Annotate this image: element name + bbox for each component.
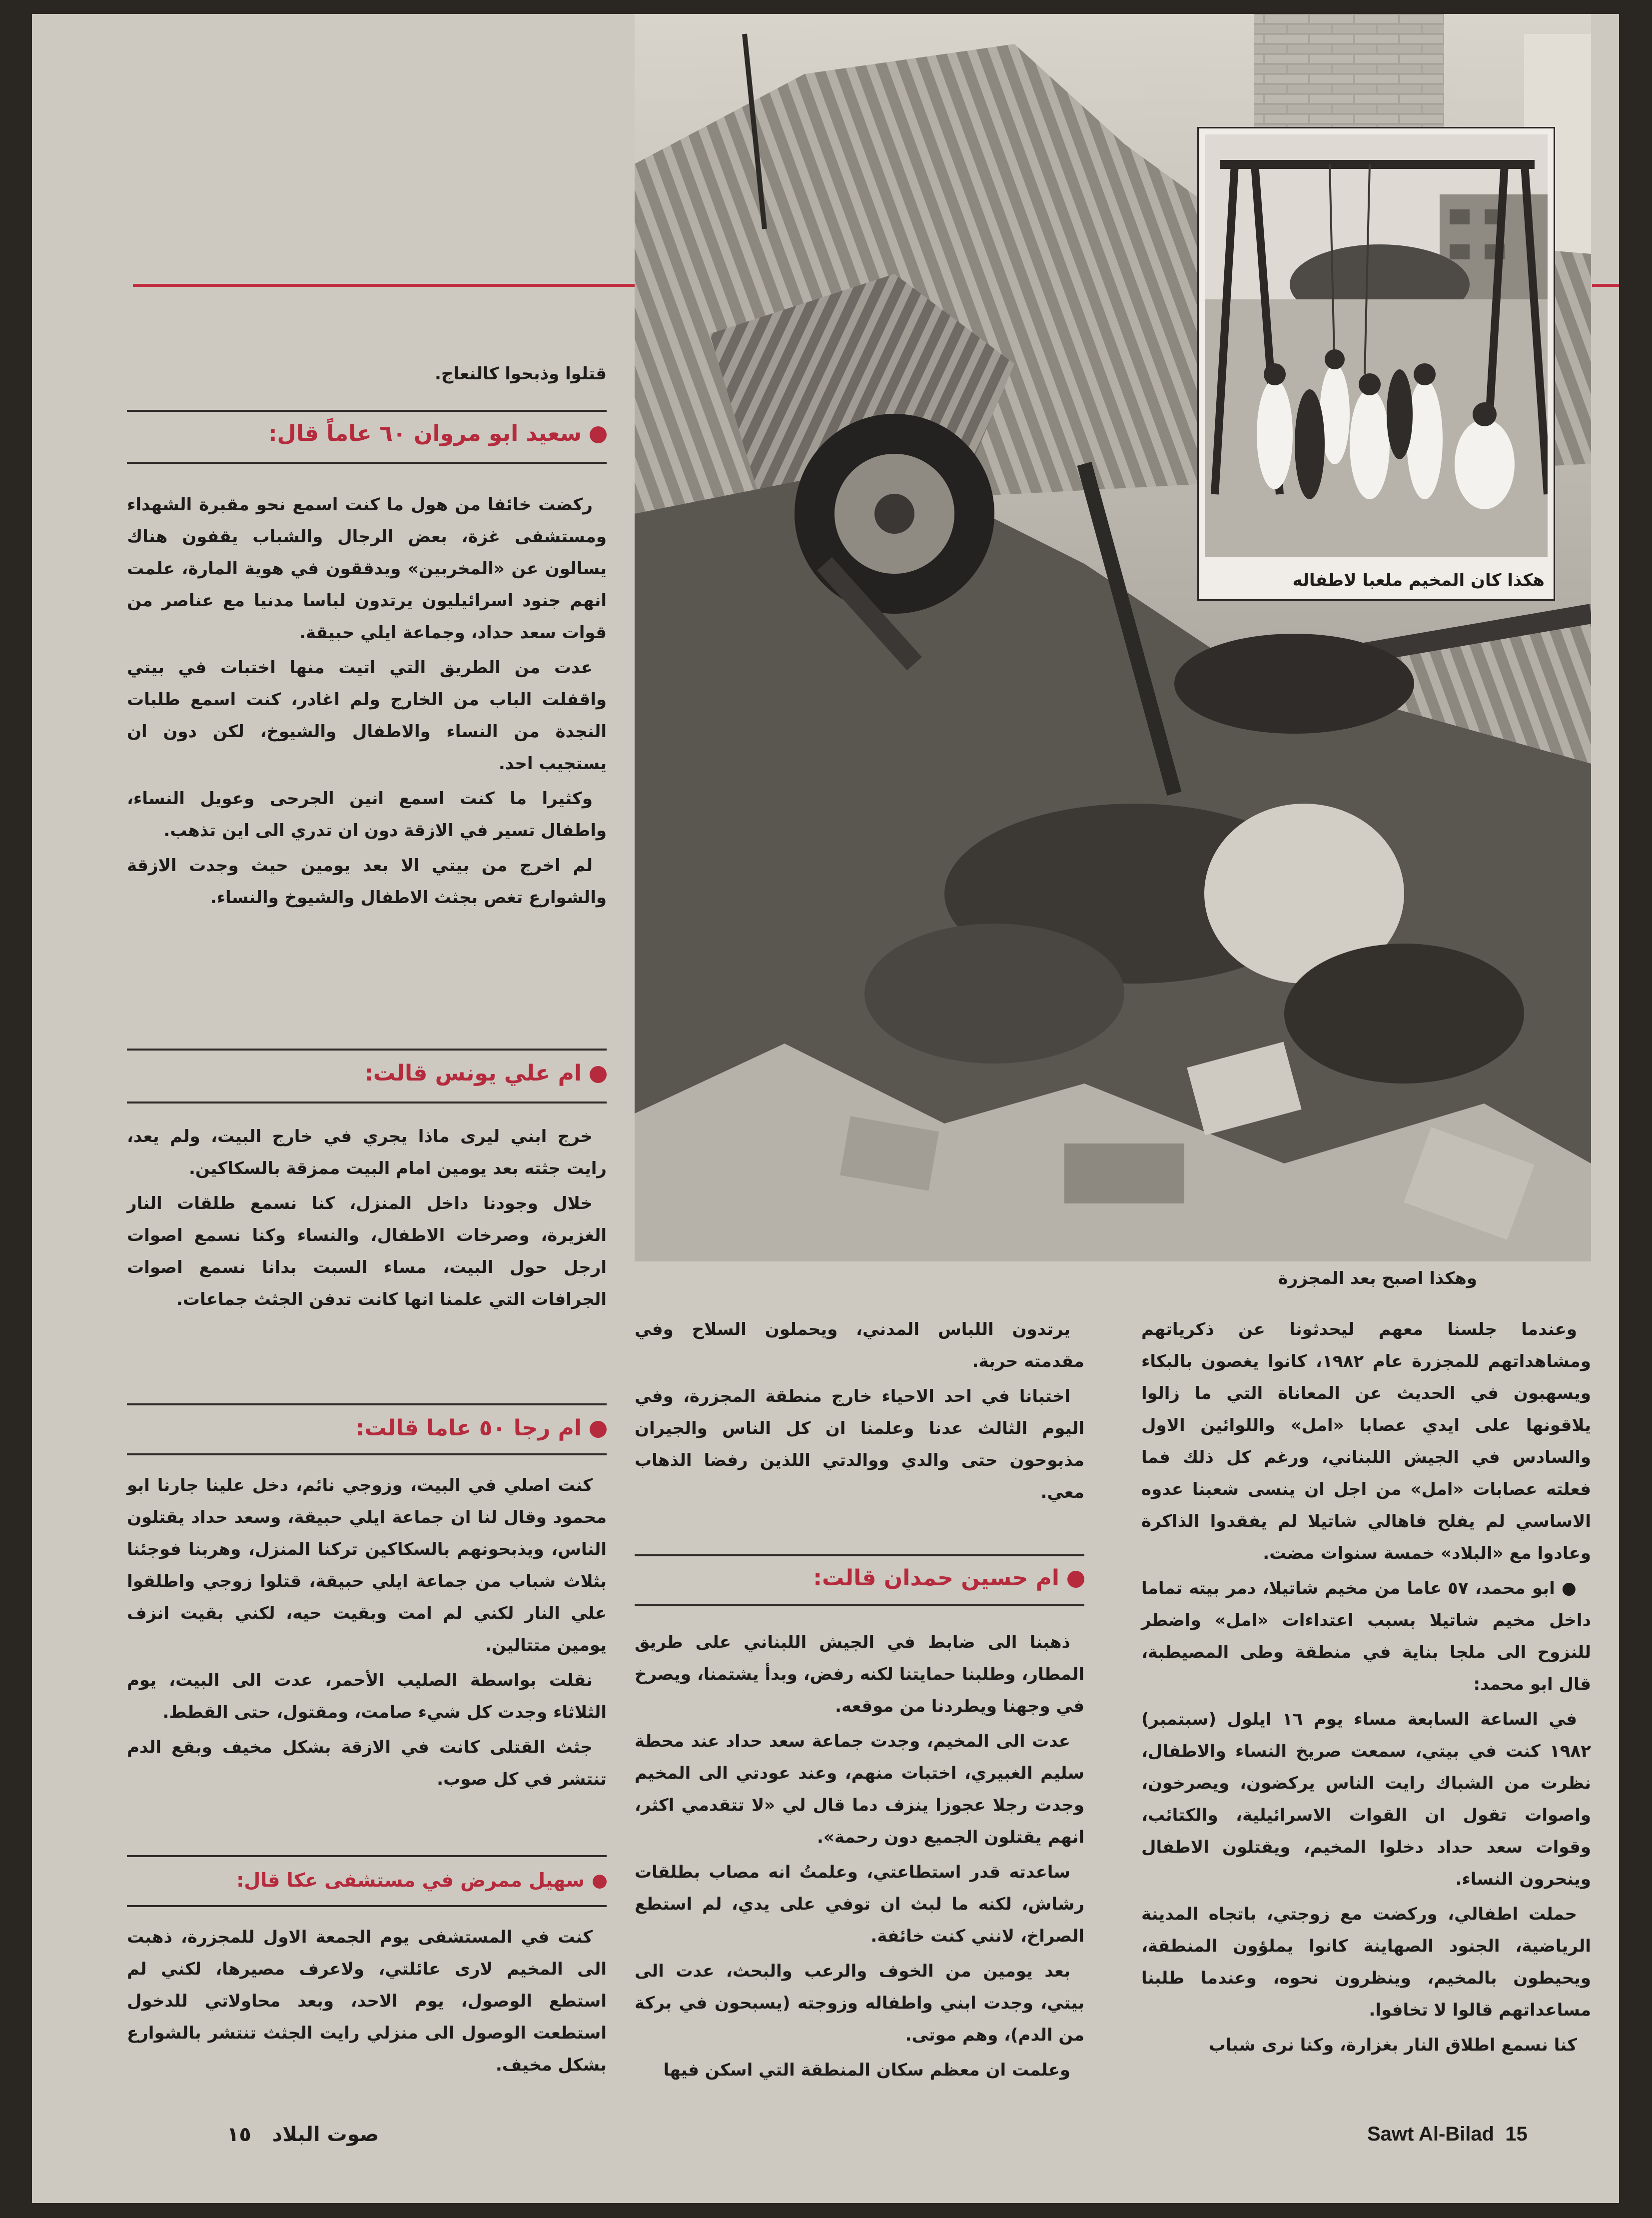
footer-latin-title: Sawt Al-Bilad — [1367, 2123, 1495, 2145]
footer-magazine-arabic — [227, 2123, 379, 2146]
heading-text: ام حسين حمدان قالت: — [813, 1565, 1059, 1591]
section-4-body — [127, 1921, 607, 2084]
bullet-icon — [1067, 1571, 1084, 1588]
top-red-rule-right — [1592, 284, 1619, 287]
section-3-body — [127, 1469, 607, 1798]
rule-4 — [127, 1102, 607, 1104]
section-heading-3 — [127, 1413, 607, 1443]
paragraph: ركضت خائفا من هول ما كنت اسمع نحو مقبرة الشهداء ومستشفى غزة، بعض الرجال والشباب يقفون هناك يسالون عن «المخربين» ويدققون في هوية المارة، علمت انهم جنود اسرائيليون يرتدون لباسا مدنيا مع عناصر من قوات سعد حداد، وجماعة ايلي حبيقة. — [127, 495, 607, 643]
rule-8 — [127, 1905, 607, 1907]
inset-photo-caption: هكذا كان المخيم ملعبا لاطفاله — [1292, 570, 1545, 590]
section-heading-1 — [127, 419, 607, 449]
footer-arabic-page: ١٥ — [227, 2123, 251, 2146]
playground-image — [1205, 134, 1548, 557]
bullet-icon — [590, 1421, 607, 1438]
bullet-icon — [593, 1875, 607, 1889]
paragraph: خلال وجودنا داخل المنزل، كنا نسمع طلقات النار الغزيرة، وصرخات الاطفال، والنساء وكنا نسمع اصوات ارجل حول البيت، مساء السبت بدانا نسمع اصوات الجرافات التي علمنا انها كانت تدفن الجثث جماعات. — [127, 1193, 607, 1309]
magazine-page — [32, 14, 1619, 2203]
section-heading-5 — [635, 1563, 1084, 1593]
main-photo-caption: وهكذا اصبح بعد المجزرة — [1278, 1268, 1477, 1288]
paragraph: وكثيرا ما كنت اسمع انين الجرحى وعويل النساء، واطفال تسير في الازقة دون ان تدري الى اين تذهب. — [127, 789, 607, 841]
paragraph: خرج ابني ليرى ماذا يجري في خارج البيت، ولم يعد، رايت جثته بعد يومين امام البيت ممزقة بالسكاكين. — [127, 1126, 607, 1178]
middle-column-top — [635, 1313, 1084, 1511]
rule-5 — [127, 1403, 607, 1405]
paragraph: كنت اصلي في البيت، وزوجي نائم، دخل علينا جارنا ابو محمود وقال لنا ان جماعة ايلي حبيقة، وسعد حداد يقتلون الناس، ويذبحونهم بالسكاكين تركنا المنزل، وهربنا فوجئنا بثلاث شباب من جماعة ايلي حبيقة، قتلوا زوجي واطلقوا علي النار لكني لم امت وبقيت حيه، لكني بقيت انزف يومين متتالين. — [127, 1475, 607, 1655]
footer-latin-page: 15 — [1505, 2123, 1528, 2145]
paragraph: يرتدون اللباس المدني، ويحملون السلاح وفي مقدمته حربة. — [635, 1319, 1084, 1371]
top-red-rule-left — [133, 284, 663, 287]
section-2-body — [127, 1120, 607, 1318]
section-1-body — [127, 489, 607, 917]
paragraph: وعلمت ان معظم سكان المنطقة التي اسكن فيها — [663, 2060, 1070, 2080]
heading-text: ام رجا ٥٠ عاما قالت: — [355, 1415, 582, 1441]
section-heading-2 — [127, 1059, 607, 1089]
paragraph: جثث القتلى كانت في الازقة بشكل مخيف وبقع الدم تنتشر في كل صوب. — [127, 1737, 607, 1789]
paragraph: كنا نسمع اطلاق النار بغزارة، وكنا نرى شباب — [1208, 2035, 1577, 2055]
rule-10 — [635, 1604, 1084, 1606]
paragraph: عدت الى المخيم، وجدت جماعة سعد حداد عند محطة سليم الغبيري، اختبات منهم، وعند عودتي الى المخيم وجدت رجلا عجوزا ينزف دما قال لي «لا تتقدمي اكثر، انهم يقتلون الجميع دون رحمة». — [635, 1731, 1084, 1847]
paragraph: لم اخرج من بيتي الا بعد يومين حيث وجدت الازقة والشوارع تغص بجثث الاطفال والشيوخ والنساء. — [127, 856, 607, 908]
bullet-icon — [590, 426, 607, 443]
intro-line: قتلوا وذبحوا كالنعاج. — [434, 364, 607, 384]
paragraph: وعندما جلسنا معهم ليحدثونا عن ذكرياتهم ومشاهداتهم للمجزرة عام ١٩٨٢، كانوا يغصون بالبكاء ويسهبون في الحديث عن المعاناة التي ما زالوا يلاقونها على ايدي عصابا «امل» واللوائين الاول والسادس في الجيش اللبناني، ورغم كل ذلك فما فعلته عصابات «امل» من اجل ان ينسى شعبنا عدوه الاساسي لم يفلح فاهالي شاتيلا لم يفقدوا الذاكرة وعادوا مع «البلاد» خمسة سنوات مضت. — [1141, 1319, 1591, 1563]
paragraph: في الساعة السابعة مساء يوم ١٦ ايلول (سبتمبر) ١٩٨٢ كنت في بيتي، سمعت صريخ النساء والاطفال، نظرت من الشباك رايت الناس يركضون، ويصرخون، واصوات تقول ان القوات الاسرائيلية، والكتائب، وقوات سعد حداد دخلوا المخيم، ويقتلون الاطفال وينحرون النساء. — [1141, 1709, 1591, 1889]
bullet-icon — [590, 1066, 607, 1083]
inset-photo-frame — [1197, 127, 1555, 601]
middle-column-body — [635, 1626, 1084, 2089]
paragraph: ● ابو محمد، ٥٧ عاما من مخيم شاتيلا، دمر بيته تماما داخل مخيم شاتيلا بسبب اعتداءات «امل» واضطر للنزوح الى ملجا بناية في منطقة وطى المصيطبة، قال ابو محمد: — [1141, 1578, 1591, 1694]
paragraph: ذهبنا الى ضابط في الجيش اللبناني على طريق المطار، وطلبنا حمايتنا لكنه رفض، وبدأ يشتمنا، ويصرخ في وجهنا ويطردنا من موقعه. — [635, 1632, 1084, 1716]
heading-text: سهيل ممرض في مستشفى عكا قال: — [236, 1869, 585, 1891]
rule-3 — [127, 1049, 607, 1051]
paragraph: بعد يومين من الخوف والرعب والبحث، عدت الى بيتي، وجدت ابني واطفاله وزوجته (يسبحون في بركة من الدم)، وهم موتى. — [635, 1961, 1084, 2045]
footer-magazine-latin — [1367, 2123, 1528, 2146]
rule-7 — [127, 1855, 607, 1857]
heading-text: سعيد ابو مروان ٦٠ عاماً قال: — [268, 421, 582, 446]
rule-1 — [127, 410, 607, 412]
footer-arabic-title: صوت البلاد — [272, 2123, 379, 2146]
right-column-body — [1141, 1313, 1591, 2064]
section-heading-4 — [127, 1865, 607, 1895]
rule-9 — [635, 1554, 1084, 1556]
paragraph: كنت في المستشفى يوم الجمعة الاول للمجزرة، ذهبت الى المخيم لارى عائلتي، ولاعرف مصيرها، لكني لم استطع الوصول، يوم الاحد، وبعد محاولاتي للدخول استطعت الوصول الى منزلي رايت الجثث تنتشر بالشوارع بشكل مخيف. — [127, 1927, 607, 2075]
heading-text: ام علي يونس قالت: — [364, 1061, 582, 1086]
paragraph: حملت اطفالي، وركضت مع زوجتي، باتجاه المدينة الرياضية، الجنود الصهاينة كانوا يملؤون المنطقة، ويحيطون بالمخيم، وينظرون نحوه، وعندما طلبنا مساعداتهم قالوا لا تخافوا. — [1141, 1904, 1591, 2020]
paragraph: ساعدته قدر استطاعتي، وعلمتُ انه مصاب بطلقات رشاش، لكنه ما لبث ان توفي على يدي، لم استطع الصراخ، لانني كنت خائفة. — [635, 1862, 1084, 1946]
rule-2 — [127, 462, 607, 464]
rule-6 — [127, 1453, 607, 1455]
paragraph: عدت من الطريق التي اتيت منها اختبات في بيتي واقفلت الباب من الخارج ولم اغادر، كنت اسمع طلبات النجدة من النساء والاطفال والشيوخ، لكن دون ان يستجيب احد. — [127, 658, 607, 774]
paragraph: اختبانا في احد الاحياء خارج منطقة المجزرة، وفي اليوم الثالث عدنا وعلمنا ان كل الناس والجيران مذبوحون حتى والدي ووالدتي اللذين رفضا الذهاب معي. — [635, 1386, 1084, 1502]
paragraph: نقلت بواسطة الصليب الأحمر، عدت الى البيت، يوم الثلاثاء وجدت كل شيء صامت، ومقتول، حتى القطط. — [127, 1670, 607, 1722]
